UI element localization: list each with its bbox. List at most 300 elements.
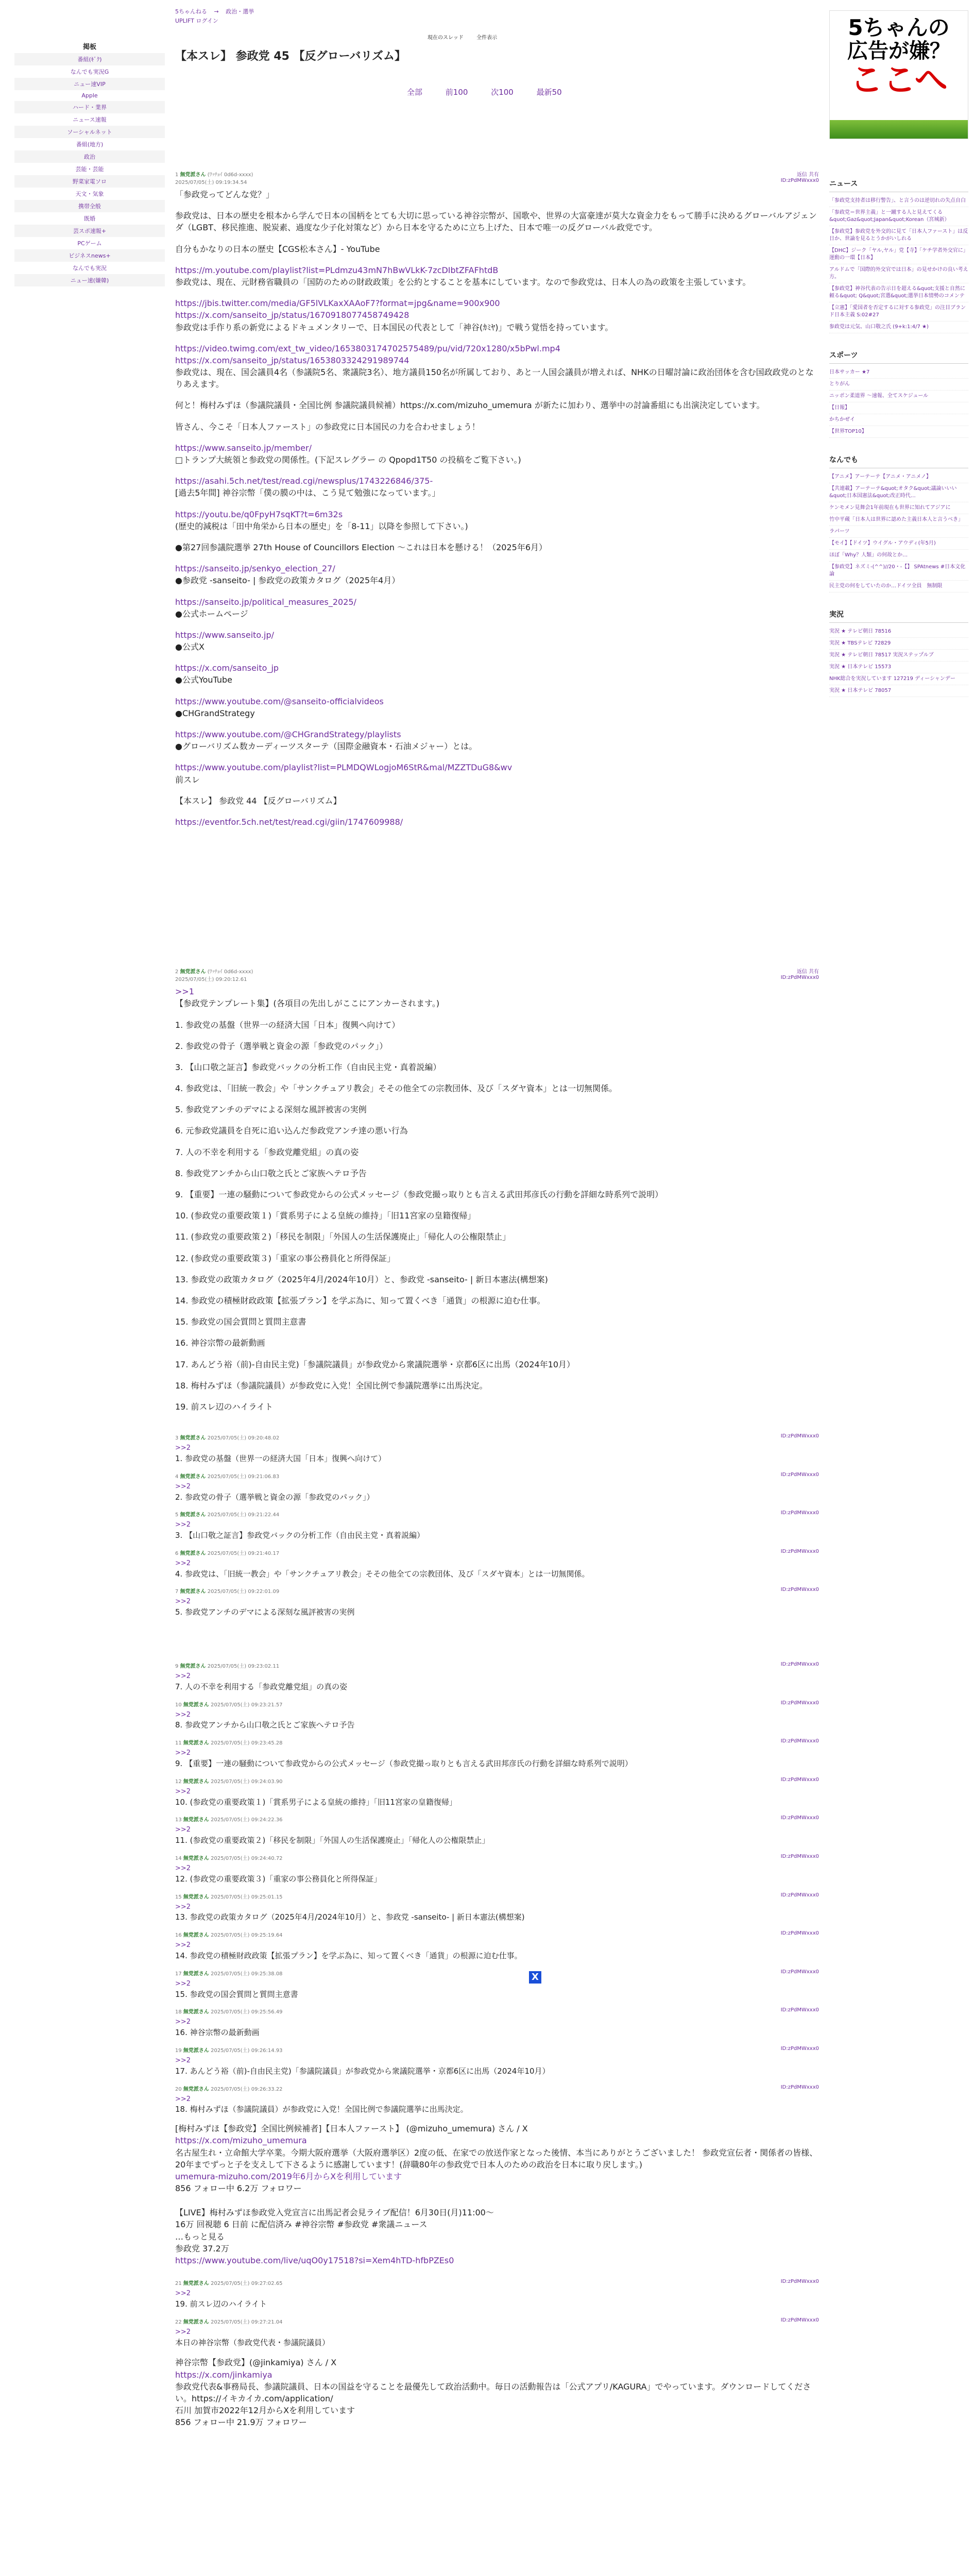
reply-list (175, 1433, 819, 1618)
post-number: 13 (175, 1817, 182, 1823)
post-paragraph: ●グローバリズム数カーディーツスターテ（国際金融資本・石油メジャー）とは。 (175, 741, 477, 752)
post-author: 無党派さん (183, 1817, 209, 1823)
news-item[interactable]: 【参政党】神谷代表の告示日を超える&quot;支援と自然に頼る&quot; Q&quot;宮選&quot;選挙日本情勢のコメンテ (829, 283, 968, 302)
reply-anchor[interactable]: >>2 (175, 1444, 191, 1452)
template-item: 8. 参政党アンチから山口敬之氏とご家族へテロ予告 (175, 1168, 367, 1178)
share-button[interactable]: 共有 (809, 172, 819, 178)
post-content (175, 1786, 819, 1808)
template-item: 3. 【山口敬之証言】参政党バックの分析工作（自由民主党・真着説編） (175, 1062, 441, 1072)
block-line: 参政党代表&事務局長、参議院議員、日本の国益を守ることを最優先して政治活動中。毎日の活動報告は「公式アプリ/KAGURA」でやっています。ダウンロードしてください。https://イキカイカ.com/application/ (175, 2381, 811, 2403)
news-item[interactable]: 「参政党＝世界主義」と一蹴する人と見えてくる&quot;Gaz&quot;Japan&quot;Korean（宮城新） (829, 207, 968, 226)
post-date: 2025/07/05(土) 09:20:12.61 (175, 977, 247, 983)
post-id[interactable]: ID:zPdMWxxx0 (780, 2317, 819, 2323)
sidebar-item[interactable]: 番組(ｷﾞｸ) (14, 53, 165, 65)
post-id[interactable]: ID:zPdMWxxx0 (780, 178, 819, 183)
post-author-info (175, 1969, 283, 1977)
breadcrumb-board[interactable]: 政治・選挙 (226, 8, 254, 15)
post-number: 12 (175, 1778, 182, 1785)
sidebar-item[interactable]: 天文・気象 (75, 191, 104, 197)
post-author: 無党派さん (183, 1740, 209, 1747)
post-header (175, 1969, 819, 1977)
sidebar-item[interactable]: なんでも実況G (70, 69, 109, 75)
post-text: 7. 人の不幸を利用する「参政党離党組」の真の姿 (175, 1682, 348, 1691)
post-header (175, 170, 819, 178)
post-link[interactable]: https://x.com/sanseito_jp/status/1653803324291989744 (175, 355, 409, 365)
post-content (175, 1442, 819, 1465)
left-sidebar (14, 37, 165, 286)
reply-button[interactable]: 返信 (796, 172, 807, 178)
post-number: 20 (175, 2086, 182, 2092)
post-number: 9 (175, 1664, 179, 1670)
reply-anchor[interactable]: >>2 (175, 1826, 191, 1834)
post-header (175, 1472, 819, 1480)
post-content (175, 1862, 819, 1885)
post-id[interactable]: ID:zPdMWxxx0 (780, 2045, 819, 2052)
post-id[interactable]: ID:zPdMWxxx0 (780, 1815, 819, 1821)
reply-post (175, 1587, 819, 1618)
post-content (175, 2016, 819, 2039)
reply-post (175, 1433, 819, 1465)
sidebar-item[interactable]: 政治 (14, 150, 165, 163)
sidebar-item[interactable]: Apple (81, 92, 98, 99)
right-sidebar (829, 175, 968, 710)
reply-button[interactable]: 返信 (796, 969, 807, 975)
template-item: 10. (参政党の重要政策１)「賞系男子による皇統の維持」「旧11宮家の皇籍復帰」 (175, 1211, 476, 1221)
post-number: 7 (175, 1589, 179, 1595)
post-author-info (175, 1472, 279, 1480)
post-header (175, 2046, 819, 2054)
nav-all[interactable]: 全部 (407, 88, 423, 97)
post-link[interactable]: https://asahi.5ch.net/test/read.cgi/newsplus/1743226846/375- (175, 476, 433, 486)
block-line: 名古屋生れ・立命館大学卒業。今期大阪府選挙（大阪府選挙区）2度の低、在家での放送作家となった後情、本当にありがとうございました！ 参政党宣伝者・関係者の皆様、20年までずっと子を支えして下さるように感謝しています！(辞職80年の参政党で日本人のための政治を日本に取り戻します。) (175, 2147, 818, 2170)
post-header (175, 1777, 819, 1785)
breadcrumb (175, 7, 259, 15)
reply-anchor[interactable]: >>2 (175, 1903, 191, 1911)
reply-post (175, 1892, 819, 1924)
misc-item[interactable]: 民主党の何をしていたのか…ドイツ全員 無制限 (829, 581, 968, 592)
post-paragraph: 参政党は、日本の歴史を根本から学んで日本の国柄をとても大切に思っている神谷宗幣が、国歌や、世界の大富豪達が莫大な資金力をもって勝手に決めるグローバルアジェンダ（LGBT、移民推進、脱炭素、過度な少子化対策など）から日本を守るために立ち上げた、日本で唯一の反グローバル政党です。 (175, 211, 817, 233)
block-line: 16万 回視聴 6 日前 に配信済み #神谷宗幣 #参政党 #衆議ニュース (175, 2219, 428, 2230)
reply-anchor[interactable]: >>2 (175, 1865, 191, 1872)
misc-item[interactable]: ケンモメン見舞会1年前現在も世界に知れてアジアに (829, 502, 968, 514)
jikkyo-item[interactable]: 実況 ★ 日本テレビ 78057 (829, 685, 968, 697)
post-id[interactable]: ID:zPdMWxxx0 (780, 1510, 819, 1516)
block-line: …もっと見る (175, 2231, 225, 2242)
misc-list (829, 471, 968, 592)
post-number: 2 (175, 969, 179, 975)
post-author: 無党派さん (183, 1702, 209, 1708)
block-line: 神谷宗幣【参政党】(@jinkamiya) さん / X (175, 2358, 337, 2368)
post-header (175, 1587, 819, 1595)
post-header (175, 2084, 819, 2092)
post-header (175, 1930, 819, 1938)
sidebar-title: 掲板 (82, 43, 96, 51)
template-item: 17. あんどう裕（前)-自由民主党)「参議院議員」が参政党から衆議院選挙・京都6区に出馬（2024年10月） (175, 1359, 575, 1369)
sports-item[interactable]: 日本サッカー ★7 (829, 367, 968, 379)
post-author: 無党派さん (183, 1856, 209, 1861)
post-author-info (175, 2084, 283, 2092)
template-item: 5. 参政党アンチのデマによる深刻な風評被害の実例 (175, 1105, 367, 1115)
login-link[interactable]: UPLIFT ログイン (175, 18, 218, 24)
post-text: 13. 参政党の政策カタログ（2025年4月/2024年10月）と、参政党 -sanseito- | 新日本憲法(構想案) (175, 1912, 525, 1922)
post-id[interactable]: ID:zPdMWxxx0 (780, 1969, 819, 1975)
close-icon[interactable]: X (529, 1971, 541, 1984)
post-paragraph: 【本スレ】 参政党 44 【反グローバリズム】 (175, 795, 341, 806)
post-text: 5. 参政党アンチのデマによる深刻な風評被害の実例 (175, 1607, 355, 1617)
post-author: 無党派さん (183, 1971, 209, 1977)
sports-item[interactable]: 【日報】 (829, 402, 968, 414)
reply-anchor[interactable]: >>1 (175, 987, 194, 997)
reply-post (175, 2046, 819, 2077)
post-header (175, 1549, 819, 1556)
post-content (175, 1939, 819, 1962)
news-item[interactable]: 【立憲】「愛国者を否定するに対する参政党」の注目ブランド日本主義 S:02#27 (829, 302, 968, 321)
jikkyo-item[interactable]: NHK総合を実況しています 127219 ディーシャンデー (829, 673, 968, 685)
post-content (175, 1596, 819, 1618)
sidebar-item[interactable]: ニュー速VIP (14, 78, 165, 90)
post-author-info (175, 1700, 283, 1708)
post-author-info (175, 1433, 279, 1441)
post-author: 無党派さん (183, 2319, 209, 2325)
post-author-info (175, 1930, 283, 1938)
post-paragraph: □トランプ大統領と参政党の関係性。(下記スレグラー の Qpopd1T50 の投稿をご覧下さい。) (175, 455, 521, 465)
post-id[interactable]: ID:zPdMWxxx0 (780, 1587, 819, 1593)
reply-post (175, 2279, 819, 2310)
sidebar-item[interactable]: PCゲーム (77, 240, 102, 247)
sports-list (829, 367, 968, 438)
post-date: 2025/07/05(土) 09:25:19.64 (211, 1933, 283, 1939)
template-item: 14. 参政党の積極財政政策【拡張プラン】を学ぶ為に、知って置くべき「通貨」の根源に迫む仕事。 (175, 1295, 545, 1306)
post-id[interactable]: ID:zPdMWxxx0 (780, 975, 819, 981)
sports-item[interactable]: かちかぜイ (829, 414, 968, 426)
post-link[interactable]: https://sanseito.jp/senkyo_election_27/ (175, 564, 335, 574)
nav-prev-100[interactable]: 前100 (445, 88, 468, 97)
post-link[interactable]: https://sanseito.jp/political_measures_2025/ (175, 597, 356, 607)
page-title: 【本スレ】 参政党 45 【反グローバリズム】 (175, 50, 406, 63)
post-text: 4. 参政党は、「旧統一教会」や「サンクチュアリ教会」そその他全ての宗教団体、及び「スダヤ資本」とは一切無関係。 (175, 1569, 590, 1579)
block-line: 856 フォロー中 21.9万 フォロワー (175, 2417, 307, 2428)
reply-anchor[interactable]: >>2 (175, 2328, 191, 2336)
post-id[interactable]: ID:zPdMWxxx0 (780, 1930, 819, 1937)
reply-anchor[interactable]: >>2 (175, 1979, 191, 1988)
sidebar-item[interactable]: 芸スポ速報+ (14, 225, 165, 237)
reply-anchor[interactable]: >>2 (175, 1521, 191, 1529)
post-number: 1 (175, 172, 179, 178)
post-id[interactable]: ID:zPdMWxxx0 (780, 1433, 819, 1439)
ad-line-2: 広告が嫌？ (847, 39, 950, 63)
post-author: 無党派さん (180, 1589, 206, 1595)
sidebar-item[interactable]: ソーシャルネット (14, 126, 165, 138)
news-item[interactable]: 参政党は元気、山口敬之氏 (9+k:1:4/7 ★) (829, 321, 968, 333)
post-date: 2025/07/05(土) 09:25:01.15 (211, 1894, 283, 1900)
post-text: 10. (参政党の重要政策１)「賞系男子による皇統の維持」「旧11宮家の皇籍復帰」 (175, 1797, 457, 1807)
news-item[interactable]: 【DHC】ジーク「ヤル,ヤル」党【寺】「ケチ学者外交官に」運動の一環【日本】 (829, 245, 968, 264)
block-link[interactable]: umemura-mizuho.com/2019年6月からXを利用しています (175, 2171, 402, 2181)
reply-post (175, 2084, 819, 2116)
block-line: 【LIVE】梅村みずほ参政党入党宣言に出馬記者会見ライブ配信！6月30日(月)11:00〜 (175, 2208, 494, 2218)
post-link[interactable]: https://x.com/sanseito_jp (175, 663, 279, 673)
sidebar-item[interactable]: 番組(地方) (76, 141, 104, 148)
post-content (175, 1901, 819, 1924)
post-link[interactable]: https://www.youtube.com/@sanseito-officialvideos (175, 696, 384, 706)
post-text: 11. (参政党の重要政策２)「移民を制限」「外国人の生活保護廃止」「帰化人の公権限禁止」 (175, 1836, 490, 1845)
post-id[interactable]: ID:zPdMWxxx0 (780, 1471, 819, 1478)
post-text: 12. (参政党の重要政策３)「重家の事公務員化と所得保証」 (175, 1874, 382, 1884)
post-paragraph: 前スレ (175, 774, 200, 785)
template-item: 4. 参政党は、「旧統一教会」や「サンクチュアリ教会」そその他全ての宗教団体、及び「スダヤ資本」とは一切無関係。 (175, 1083, 618, 1094)
share-button[interactable]: 共有 (809, 969, 819, 975)
post-tools (797, 967, 819, 975)
sidebar-item[interactable]: ニュース速報 (73, 116, 107, 123)
post-date: 2025/07/05(土) 09:24:22.36 (211, 1817, 283, 1823)
post-author-info (175, 1587, 279, 1595)
misc-item[interactable]: 【共連載】アーテーテ&quot;オタク&quot;議論いいい&quot;日本国憲法&quot;改正時代… (829, 483, 968, 502)
template-item: 15. 参政党の国会質問と質問主意書 (175, 1317, 306, 1327)
sidebar-item[interactable]: ニュー速(嫌韓) (14, 274, 165, 286)
umemura-profile-block (175, 2123, 819, 2194)
news-item[interactable]: 【参政党】参政党を外交的に見て「日本人ファースト」は反日か、世論を見るとうかがいしれる (829, 226, 968, 245)
reply-anchor[interactable]: >>2 (175, 1710, 191, 1719)
post-text: 8. 参政党アンチから山口敬之氏とご家族へテロ予告 (175, 1720, 355, 1730)
sports-section (829, 347, 968, 438)
sidebar-item[interactable]: 芸能・芸能 (75, 166, 104, 173)
sidebar-item[interactable]: 既婚 (84, 215, 95, 222)
post-number: 19 (175, 2047, 182, 2054)
post-author: 無党派さん (180, 969, 206, 975)
sidebar-item[interactable]: 携帯全般 (14, 200, 165, 212)
misc-item[interactable]: 【モイ】【ドイツ】ウイグル・アウディ(年5月) (829, 538, 968, 550)
current-thread-link[interactable]: 現在のスレッド (428, 35, 464, 41)
post-header (175, 2007, 819, 2015)
reply-post (175, 1854, 819, 1885)
reply-anchor[interactable]: >>2 (175, 2056, 191, 2064)
sidebar-item[interactable]: なんでも実況 (73, 265, 107, 272)
post-number: 11 (175, 1740, 182, 1747)
misc-item[interactable]: 【アニメ】アーテーテ【アニメ・アニメノ】 (829, 471, 968, 483)
misc-item[interactable]: 【参政党】ネズミ-(^^)//20・-【】 SPAtnews #日本文化論 (829, 562, 968, 581)
template-item: 1. 参政党の基盤（世界一の経済大国「日本」復興へ向けて） (175, 1020, 400, 1030)
post-date: 2025/07/05(土) 09:21:40.17 (207, 1550, 280, 1556)
jikkyo-item[interactable]: 実況 ★ 日本テレビ 15573 (829, 662, 968, 673)
post-text: 9. 【重要】一連の騒動について参政党からの公式メッセージ（参政党撮っ取りとも言える武田邦彦氏の行動を詳細な時系列で説明） (175, 1759, 633, 1769)
sidebar-item[interactable]: ハード・業界 (14, 101, 165, 113)
reply-anchor[interactable]: >>2 (175, 1598, 191, 1606)
sidebar-item[interactable]: 野菜家電ソロ (14, 175, 165, 188)
post-number: 5 (175, 1512, 179, 1518)
jikkyo-item[interactable]: 実況 ★ テレビ朝日 78517 実況ステップルブ (829, 650, 968, 662)
post-link[interactable]: https://www.sanseito.jp/ (175, 630, 274, 640)
template-item: 13. 参政党の政策カタログ（2025年4月/2024年10月）と、参政党 -sanseito- | 新日本憲法(構想案) (175, 1274, 548, 1284)
news-item[interactable]: 「参政党支持者は移行警告」、と言うのは逆切れの失点自白 (829, 195, 968, 207)
template-item: 2. 参政党の骨子（選挙戦と資金の源「参政党のパック」） (175, 1041, 388, 1051)
post-date: 2025/07/05(土) 09:26:33.22 (211, 2086, 283, 2092)
post-content (175, 1557, 819, 1580)
post-id[interactable]: ID:zPdMWxxx0 (780, 1892, 819, 1898)
ad-line-1: 5ちゃんの (848, 15, 950, 40)
reply-post (175, 1815, 819, 1846)
post-paragraph: [過去5年間] 神谷宗幣「僕の膜の中は、こう見て勉強になっています。」 (175, 488, 440, 498)
block-link[interactable]: https://www.youtube.com/live/uqO0y17518?si=Xem4hTD-hfbPZEs0 (175, 2256, 454, 2266)
reply-anchor[interactable]: >>2 (175, 2018, 191, 2026)
post-author: 無党派さん (180, 1664, 206, 1670)
post-link[interactable]: https://video.twimg.com/ext_tw_video/1653803174702575489/pu/vid/720x1280/x5bPwl.mp4 (175, 343, 560, 353)
post-tools (797, 170, 819, 178)
post-text: 18. 梅村みずほ（参議院議員）が参政党に入党！全国比例で参議院選挙に出馬決定。 (175, 2105, 468, 2114)
breadcrumb-separator: → (214, 8, 219, 15)
jikkyo-list (829, 626, 968, 697)
ad-grass-image (830, 120, 968, 139)
post-id[interactable]: ID:zPdMWxxx0 (780, 2084, 819, 2090)
post-2 (175, 967, 819, 1413)
post-author: 無党派さん (183, 2047, 209, 2054)
show-all-link[interactable]: 全件表示 (476, 35, 498, 41)
nav-next-100[interactable]: 次100 (491, 88, 514, 97)
reply-anchor[interactable]: >>2 (175, 2095, 191, 2103)
reply-post (175, 2007, 819, 2039)
post-id[interactable]: ID:zPdMWxxx0 (780, 1776, 819, 1783)
misc-item[interactable]: 竹中平蔵「日本人は世界に認めた主義日本人と言うべき」 (829, 514, 968, 526)
post-number: 6 (175, 1550, 179, 1556)
sports-item[interactable]: 【世界TOP10】 (829, 426, 968, 438)
post-content (175, 1824, 819, 1846)
post-paragraph: (歴史的減税は「田中角栄から日本の歴史」を「8-11」以降を参照して下さい。) (175, 521, 468, 531)
sidebar-item[interactable]: ビジネスnews+ (14, 249, 165, 262)
post-link[interactable]: https://eventfor.5ch.net/test/read.cgi/giin/1747609988/ (175, 817, 403, 827)
nav-latest-50[interactable]: 最新50 (536, 88, 562, 97)
post-header (175, 1433, 819, 1441)
post-date: 2025/07/05(土) 09:26:14.93 (211, 2047, 283, 2054)
post-header (175, 2317, 819, 2325)
post-author-info (175, 2046, 283, 2054)
post-number: 3 (175, 1435, 179, 1442)
reply-anchor[interactable]: >>2 (175, 2290, 191, 2298)
post-meta (175, 975, 819, 982)
reply-post (175, 2317, 819, 2349)
thread-nav (407, 87, 583, 97)
post-header (175, 2279, 819, 2286)
post-text: 19. 前スレ辺のハイライト (175, 2299, 267, 2309)
post-paragraph: 何と！梅村みずほ（参議院議員・全国比例 参議院議員候補）https://x.com/mizuho_umemura が新たに加わり、選挙中の討論番組にも出演決定しています。 (175, 400, 765, 411)
sports-item[interactable]: とりがん (829, 379, 968, 391)
post-date: 2025/07/05(土) 09:23:45.28 (211, 1740, 283, 1747)
jikkyo-item[interactable]: 実況 ★ テレビ朝日 78516 (829, 626, 968, 638)
live-video-block (175, 2207, 819, 2266)
post-number: 4 (175, 1473, 179, 1480)
misc-title: なんでも (829, 451, 968, 468)
post-date: 2025/07/05(土) 09:21:06.83 (207, 1473, 280, 1480)
post-paragraph: ●CHGrandStrategy (175, 708, 255, 718)
reply-anchor[interactable]: >>2 (175, 1749, 191, 1757)
post-date: 2025/07/05(土) 09:27:21.04 (211, 2319, 283, 2325)
reply-anchor[interactable]: >>2 (175, 1559, 191, 1567)
post-link[interactable]: https://jbis.twitter.com/media/GF5lVLKaxXAAoF7?format=jpg&name=900x900 (175, 298, 500, 309)
post-text: 17. あんどう裕（前)-自由民主党)「参議院議員」が参政党から衆議院選挙・京都6区に出馬（2024年10月） (175, 2066, 550, 2076)
post-link[interactable]: https://www.youtube.com/playlist?list=PLMDQWLogjoM6StR&mal/MZZTDuG8&wv (175, 762, 512, 773)
post-id[interactable]: ID:zPdMWxxx0 (780, 1662, 819, 1668)
post-paragraph: ●公式X (175, 642, 204, 652)
reply-list (175, 2279, 819, 2348)
post-content (175, 1747, 819, 1770)
post-date: 2025/07/05(土) 09:22:01.09 (207, 1589, 280, 1595)
post-link[interactable]: https://www.youtube.com/@CHGrandStrategy/playlists (175, 730, 401, 739)
post-author: 無党派さん (180, 1473, 206, 1480)
post-date: 2025/07/05(土) 09:24:40.72 (211, 1856, 283, 1861)
post-header (175, 1815, 819, 1823)
reply-anchor[interactable]: >>2 (175, 1787, 191, 1795)
top-links (428, 33, 508, 41)
post-author-info (175, 2317, 283, 2325)
post-author: 無党派さん (183, 2281, 209, 2287)
misc-item[interactable]: ほぼ「Why？人類」の何故とか… (829, 550, 968, 562)
block-line: 石川 加賀市2022年12月からXを利用しています (175, 2405, 355, 2416)
reply-list (175, 1662, 819, 2115)
post-link[interactable]: https://m.youtube.com/playlist?list=PLdmzu43mN7hBwVLkK-7zcDIbtZFAFhtdB (175, 265, 499, 275)
sports-item[interactable]: ニッポン柔道界 〜速報、全てスケジュール (829, 391, 968, 402)
post-trip: (ﾜｯﾁｮｲ 0d6d-xxxx) (207, 969, 253, 975)
jikkyo-title: 実況 (829, 606, 968, 623)
post-date: 2025/07/05(土) 09:21:22.44 (207, 1512, 280, 1518)
block-line: [梅村みずほ【参政党】全国比例候補者]【日本人ファースト】 (@mizuho_umemura) さん / X (175, 2124, 528, 2134)
block-link[interactable]: https://x.com/mizuho_umemura (175, 2136, 307, 2146)
template-item: 9. 【重要】一連の騒動について参政党からの公式メッセージ（参政党撮っ取りとも言える武田邦彦氏の行動を詳細な時系列で説明） (175, 1190, 663, 1199)
reply-anchor[interactable]: >>2 (175, 1672, 191, 1681)
post-text: 3. 【山口敬之証言】参政党バックの分析工作（自由民主党・真着説編） (175, 1531, 425, 1540)
post-number: 14 (175, 1856, 182, 1861)
post-header (175, 1700, 819, 1708)
reply-post (175, 1549, 819, 1580)
post-link[interactable]: https://youtu.be/q0FpyH7sqKT?t=6m32s (175, 509, 343, 519)
post-author-info (175, 1738, 283, 1746)
kamiya-profile-block (175, 2357, 819, 2428)
jikkyo-item[interactable]: 実況 ★ TBSテレビ 72829 (829, 638, 968, 650)
post-id[interactable]: ID:zPdMWxxx0 (780, 1738, 819, 1744)
ad-banner[interactable] (829, 10, 968, 139)
post-content (175, 2093, 819, 2116)
post-id[interactable]: ID:zPdMWxxx0 (780, 1700, 819, 1706)
template-list (175, 1019, 819, 1413)
post-id[interactable]: ID:zPdMWxxx0 (780, 2007, 819, 2013)
post-author-info (175, 2279, 283, 2286)
reply-anchor[interactable]: >>2 (175, 1941, 191, 1950)
reply-post (175, 1930, 819, 1962)
misc-item[interactable]: ラパーツ (829, 526, 968, 538)
post-author-info (175, 1892, 283, 1900)
post-id[interactable]: ID:zPdMWxxx0 (780, 1548, 819, 1554)
news-list (829, 195, 968, 333)
post-link[interactable]: https://www.sanseito.jp/member/ (175, 443, 312, 453)
ad-line-3: ここへ (850, 61, 948, 100)
news-item[interactable]: アルドムで「国際的外交官では日本」の見せかけの良い考え方。 (829, 264, 968, 283)
post-author: 無党派さん (183, 2086, 209, 2092)
post-author-info (175, 2007, 283, 2015)
post-link[interactable]: https://x.com/sanseito_jp/status/1670918077458749428 (175, 310, 409, 320)
post-date: 2025/07/05(土) 09:20:48.02 (207, 1435, 280, 1442)
post-text: 16. 神谷宗幣の最新動画 (175, 2028, 260, 2038)
block-line: 856 フォロー中 6.2万 フォロワー (175, 2183, 302, 2194)
reply-anchor[interactable]: >>2 (175, 1482, 191, 1490)
post-id[interactable]: ID:zPdMWxxx0 (780, 1854, 819, 1859)
block-link[interactable]: https://x.com/jinkamiya (175, 2369, 272, 2380)
reply-post (175, 1510, 819, 1541)
post-date: 2025/07/05(土) 09:24:03.90 (211, 1778, 283, 1785)
post-date: 2025/07/05(土) 09:25:56.49 (211, 2009, 283, 2015)
template-item: 12. (参政党の重要政策３)「重家の事公務員化と所得保証」 (175, 1253, 396, 1263)
template-item: 18. 梅村みずほ（参議院議員）が参政党に入党！全国比例で参議院選挙に出馬決定。 (175, 1380, 488, 1391)
breadcrumb-home[interactable]: 5ちゃんねる (175, 8, 207, 15)
post-id[interactable]: ID:zPdMWxxx0 (780, 2279, 819, 2285)
reply-post (175, 1969, 819, 2001)
post-author: 無党派さん (180, 172, 206, 178)
